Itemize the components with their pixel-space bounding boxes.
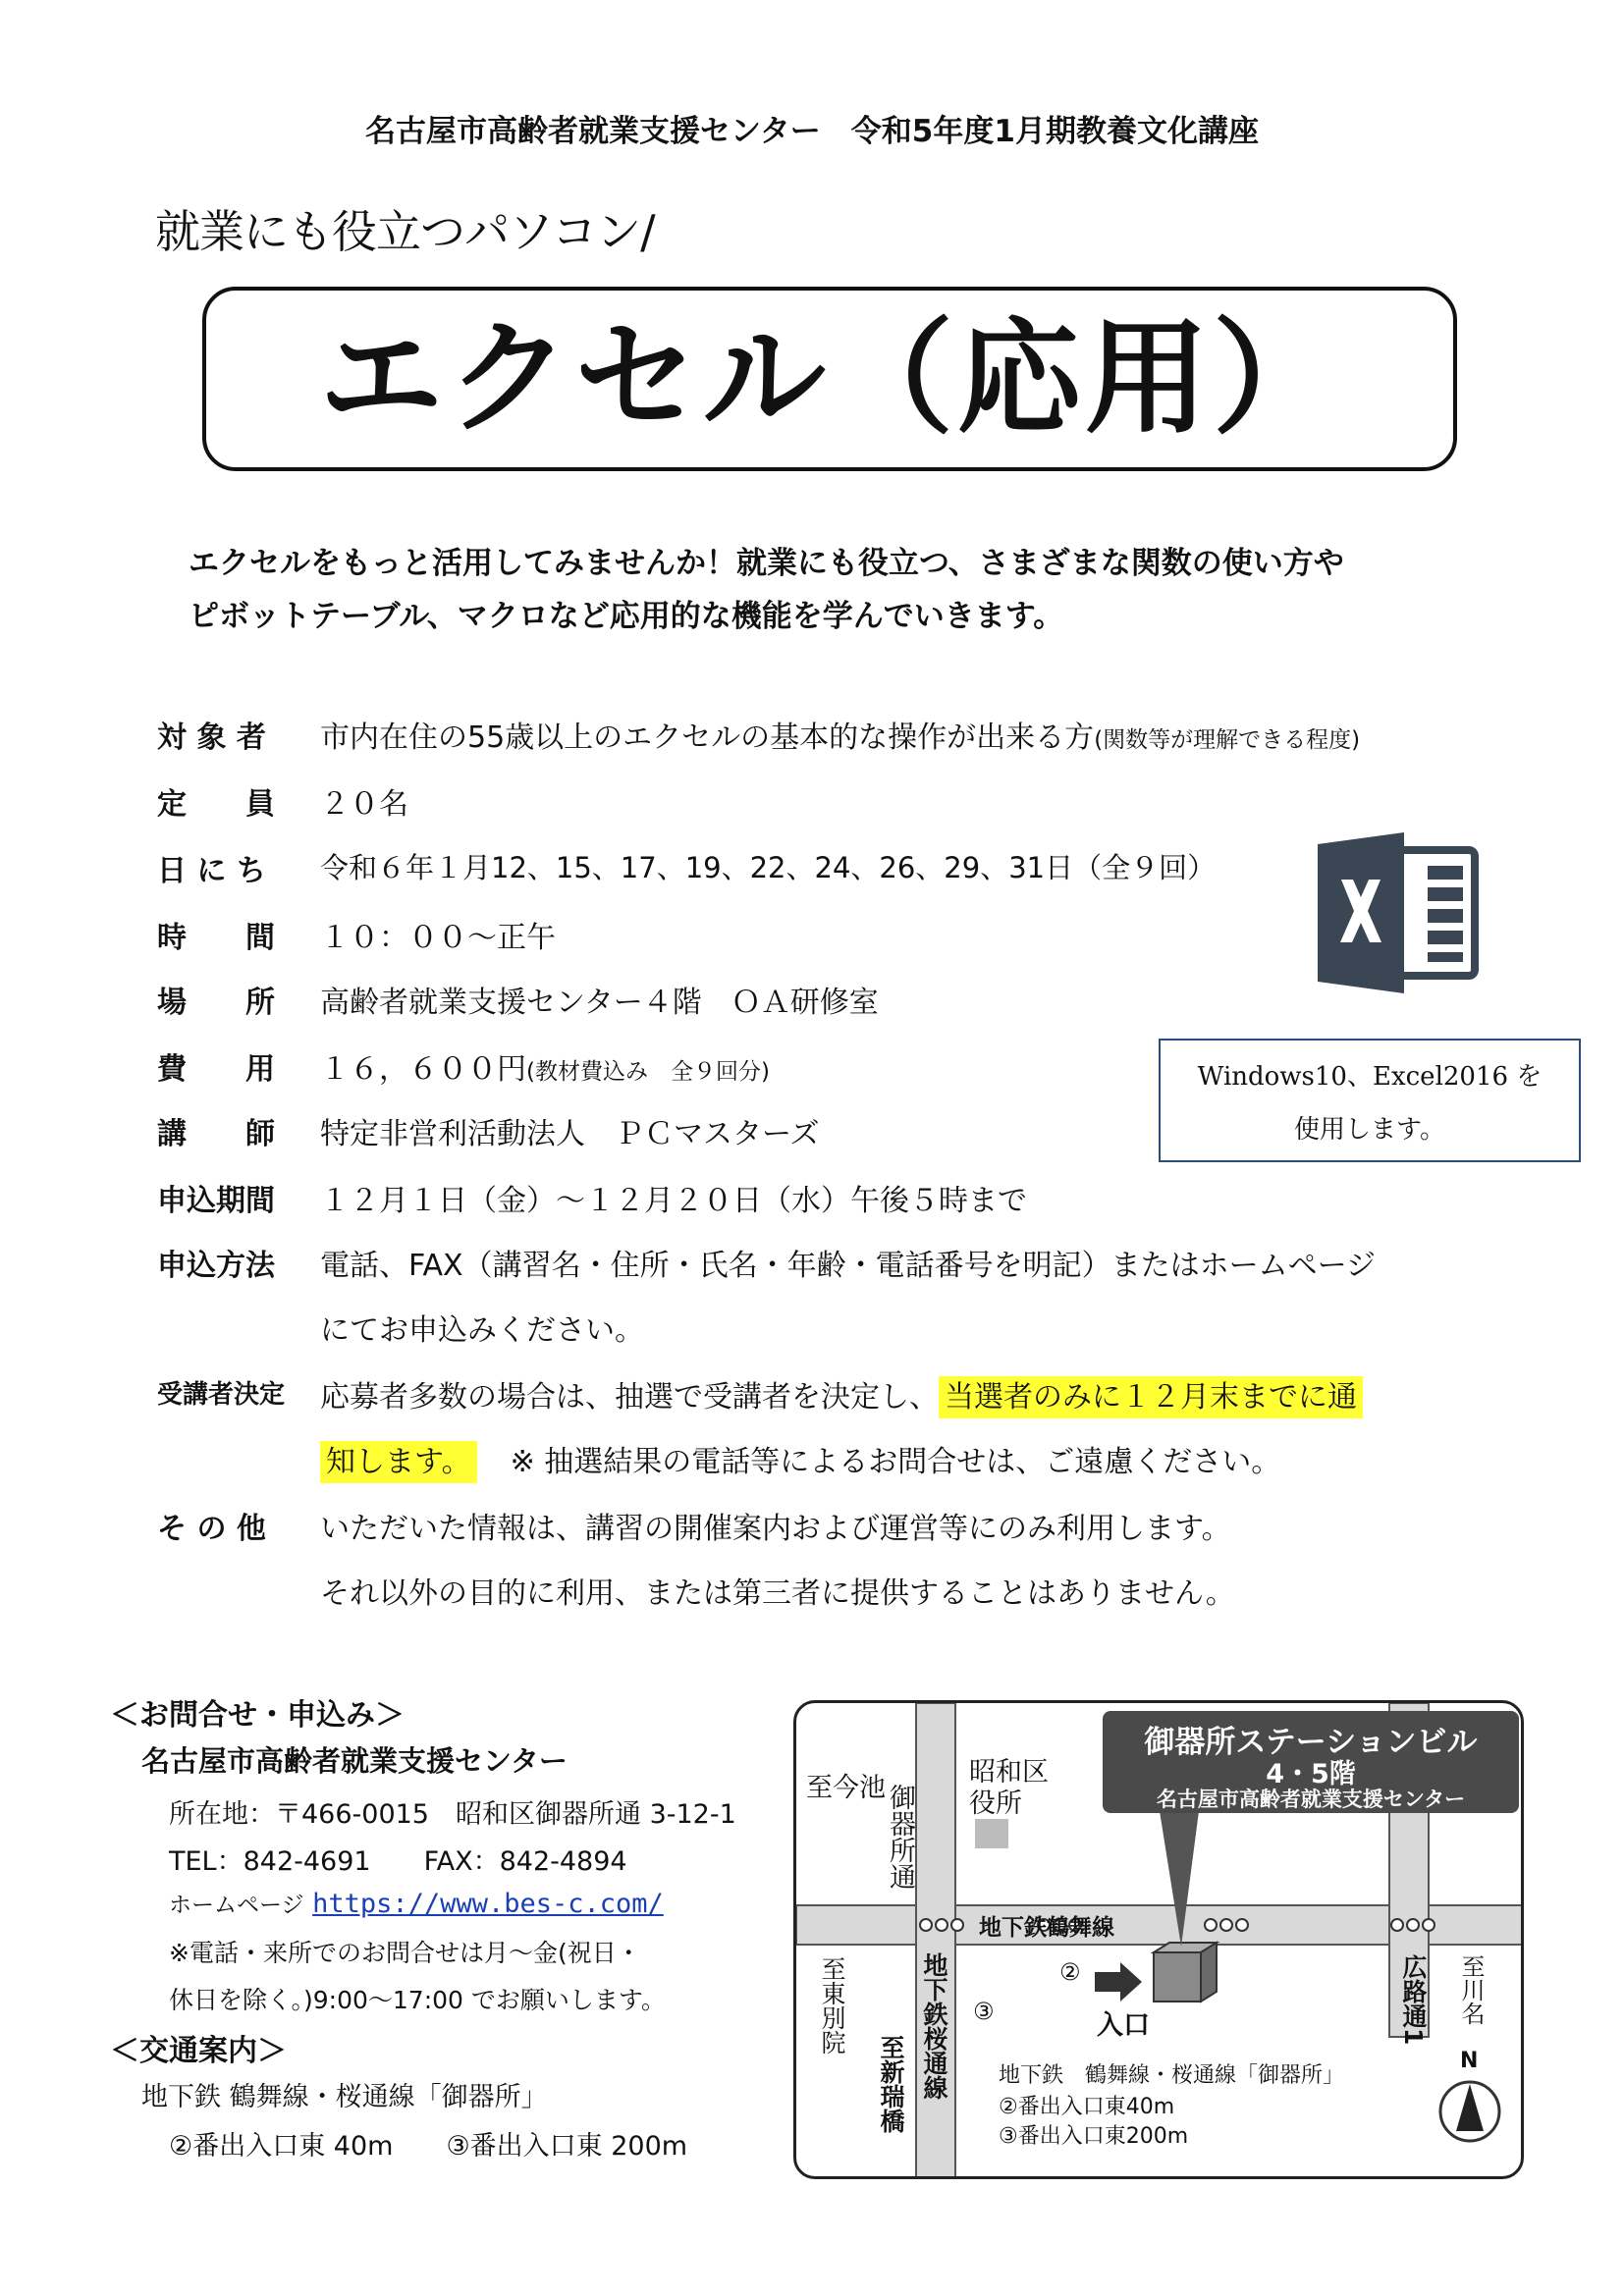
instructor-label: 講 師 — [157, 1117, 275, 1151]
dates-value: 令和６年１月12、15、17、19、22、24、26、29、31日（全９回） — [320, 851, 1217, 884]
method-line-2: にてお申込みください。 — [320, 1313, 644, 1348]
fee-value: １６，６００円(教材費込み 全９回分) — [320, 1052, 770, 1087]
target-value: 市内在住の55歳以上のエクセルの基本的な操作が出来る方(関数等が理解できる程度) — [320, 721, 1361, 755]
decision-line-1: 応募者多数の場合は、抽選で受講者を決定し、 当選者のみに１２月末までに通 — [320, 1372, 1363, 1415]
homepage-link[interactable]: https://www.bes-c.com/ — [312, 1889, 664, 1919]
map-to-kawana: 至川名 — [1457, 1954, 1485, 2025]
access-line-1: 地下鉄 鶴舞線・桜通線「御器所」 — [141, 2082, 548, 2112]
map-north: N — [1460, 2049, 1479, 2073]
decision-highlight-1: 当選者のみに１２月末までに通 — [939, 1376, 1363, 1418]
contact-note-1: ※電話・来所でのお問合せは月～金(祝日・ — [169, 1939, 641, 1967]
map-legend-3: ③番出入口東200m — [999, 2124, 1189, 2149]
map-building-floors: 4・5階 — [1266, 1759, 1356, 1789]
other-line-2: それ以外の目的に利用、または第三者に提供することはありません。 — [320, 1576, 1235, 1611]
place-value: 高齢者就業支援センター４階 ＯＡ研修室 — [320, 986, 879, 1020]
decision-label: 受講者決定 — [157, 1380, 286, 1410]
dates-label: 日 に ち — [157, 854, 266, 888]
time-value: １０：００～正午 — [320, 921, 556, 955]
map-exit-2: ② — [1059, 1958, 1081, 1986]
map-tsurumai-line: 地下鉄鶴舞線 — [979, 1915, 1114, 1941]
decision-line-2: 知します。 ※ 抽選結果の電話等によるお問合せは、ご遠慮ください。 — [320, 1437, 1280, 1480]
intro-line-1: エクセルをもっと活用してみませんか！就業にも役立つ、さまざまな関数の使い方や — [189, 546, 1344, 581]
main-title: エクセル（応用） — [319, 306, 1340, 451]
contact-homepage: ホームページ https://www.bes-c.com/ — [169, 1889, 664, 1919]
intro-line-2: ピボットテーブル、マクロなど応用的な機能を学んでいきます。 — [189, 599, 1064, 634]
software-note-line-1: Windows10、Excel2016 を — [1197, 1062, 1543, 1092]
map-showa-ward-2: 役所 — [969, 1789, 1022, 1819]
map-to-higashibetsuin: 至東別院 — [818, 1956, 846, 2055]
map-building-name: 御器所ステーションビル — [1144, 1725, 1478, 1760]
method-label: 申込方法 — [157, 1249, 275, 1283]
instructor-value: 特定非営利活動法人 ＰＣマスターズ — [320, 1117, 820, 1151]
period-value: １２月１日（金）～１２月２０日（水）午後５時まで — [320, 1184, 1027, 1218]
page-header: 名古屋市高齢者就業支援センター 令和5年度1月期教養文化講座 — [365, 114, 1259, 149]
map-hirojidori: 広路通1 — [1399, 1954, 1428, 2046]
map-gokiso-dori: 御器所通 — [885, 1784, 915, 1890]
place-label: 場 所 — [157, 986, 275, 1020]
other-line-1: いただいた情報は、講習の開催案内および運営等にのみ利用します。 — [320, 1512, 1231, 1546]
time-label: 時 間 — [157, 921, 275, 955]
capacity-value: ２０名 — [320, 787, 408, 822]
contact-org: 名古屋市高齢者就業支援センター — [141, 1744, 568, 1778]
contact-address: 所在地：〒466-0015 昭和区御器所通 3-12-1 — [169, 1799, 736, 1830]
map-exit-3: ③ — [973, 1998, 995, 2025]
access-line-2: ②番出入口東 40m ③番出入口東 200m — [169, 2131, 688, 2162]
capacity-label: 定 員 — [157, 787, 275, 822]
subtitle: 就業にも役立つパソコン/ — [155, 205, 655, 258]
decision-highlight-2: 知します。 — [320, 1441, 477, 1483]
map-to-imaike: 至今池 — [806, 1773, 886, 1803]
map-legend-2: ②番出入口東40m — [999, 2095, 1175, 2119]
map-building-org: 名古屋市高齢者就業支援センター — [1156, 1788, 1466, 1811]
map-legend-1: 地下鉄 鶴舞線・桜通線「御器所」 — [999, 2063, 1345, 2088]
target-note: (関数等が理解できる程度) — [1094, 727, 1361, 753]
excel-icon — [1314, 832, 1481, 993]
period-label: 申込期間 — [157, 1184, 275, 1218]
contact-tel: TEL：842-4691 FAX：842-4894 — [169, 1846, 627, 1877]
map-sakuradori-line: 地下鉄桜通線 — [920, 1952, 948, 2100]
map-entrance: 入口 — [1097, 2010, 1150, 2041]
access-map — [793, 1700, 1524, 2179]
other-label: そ の 他 — [157, 1512, 266, 1546]
fee-label: 費 用 — [157, 1052, 275, 1087]
method-line-1: 電話、FAX（講習名・住所・氏名・年齢・電話番号を明記）またはホームページ — [320, 1249, 1376, 1283]
map-to-shinmizuhobashi: 至新瑞橋 — [877, 2035, 905, 2133]
target-label: 対 象 者 — [157, 721, 266, 755]
contact-note-2: 休日を除く。)9:00～17:00 でお願いします。 — [169, 1986, 666, 2014]
map-showa-ward-1: 昭和区 — [969, 1757, 1049, 1788]
fee-note: (教材費込み 全９回分) — [526, 1059, 770, 1085]
contact-heading: ＜お問合せ・申込み＞ — [110, 1698, 405, 1733]
access-heading: ＜交通案内＞ — [110, 2034, 287, 2068]
software-note-line-2: 使用します。 — [1294, 1115, 1445, 1145]
